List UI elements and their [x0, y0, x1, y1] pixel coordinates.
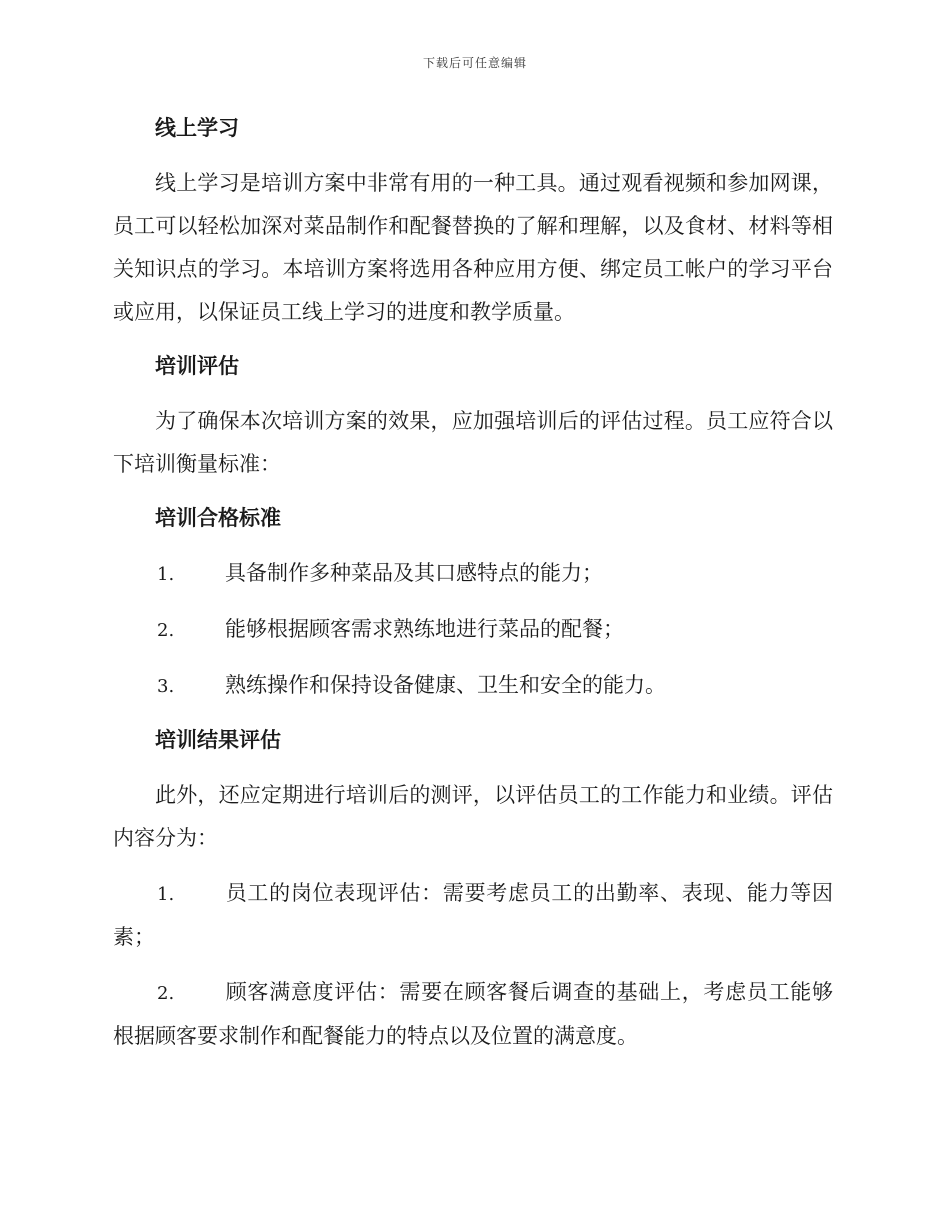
list-item-text: 熟练操作和保持设备健康、卫生和安全的能力。: [225, 673, 666, 697]
list-item-number: 1.: [157, 884, 175, 905]
paragraph-result-evaluation: 此外，还应定期进行培训后的测评，以评估员工的工作能力和业绩。评估内容分为：: [113, 783, 833, 850]
list-item-text: 具备制作多种菜品及其口感特点的能力；: [225, 561, 603, 585]
list-item-number: 1.: [157, 564, 175, 585]
list-item-text: 顾客满意度评估：需要在顾客餐后调查的基础上，考虑员工能够根据顾客要求制作和配餐能力的特点以及位置的满意度。: [113, 980, 833, 1048]
list-item-number: 2.: [157, 983, 175, 1004]
heading-qualification-standard: 培训合格标准: [155, 506, 281, 530]
list-item-number: 3.: [157, 676, 175, 697]
list-item-number: 2.: [157, 620, 175, 641]
list-item-text: 能够根据顾客需求熟练地进行菜品的配餐；: [225, 617, 624, 641]
list-item: [113, 552, 833, 596]
list-item: [113, 664, 833, 708]
paragraph-training-evaluation: 为了确保本次培训方案的效果，应加强培训后的评估过程。员工应符合以下培训衡量标准：: [113, 409, 833, 476]
header-note: 下载后可任意编辑: [422, 56, 527, 70]
heading-training-evaluation: 培训评估: [155, 354, 239, 378]
heading-result-evaluation: 培训结果评估: [155, 728, 281, 752]
paragraph-online-learning: 线上学习是培训方案中非常有用的一种工具。通过观看视频和参加网课，员工可以轻松加深对菜品制作和配餐替换的了解和理解，以及食材、材料等相关知识点的学习。本培训方案将选用各种应用方便、绑定员工帐户的学习平台或应用，以保证员工线上学习的进度和教学质量。: [113, 171, 833, 324]
heading-online-learning: 线上学习: [155, 116, 239, 140]
list-item-text: 员工的岗位表现评估：需要考虑员工的出勤率、表现、能力等因素；: [113, 881, 833, 949]
document-body: [113, 108, 833, 1070]
list-item: [113, 971, 833, 1058]
list-item: [113, 872, 833, 959]
list-item: [113, 608, 833, 652]
